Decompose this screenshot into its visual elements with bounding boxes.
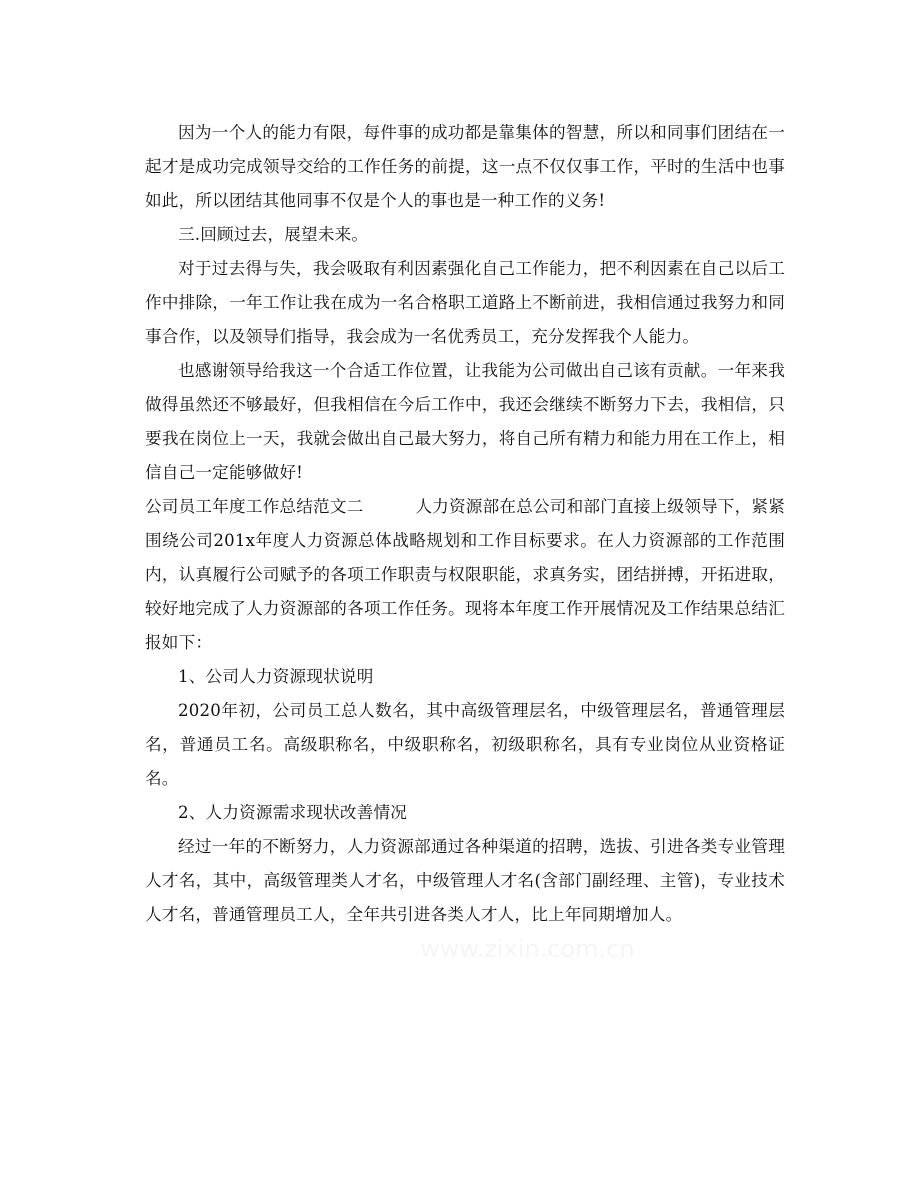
paragraph-teamwork: 因为一个人的能力有限，每件事的成功都是靠集体的智慧，所以和同事们团结在一起才是成功完成领导交给的工作任务的前提，这一点不仅仅事工作，平时的生活中也事如此，所以团结其他同事不仅是个人的事也是一种工作的义务!: [145, 123, 785, 210]
document-body: [145, 116, 785, 932]
section-intro-text: 人力资源部在总公司和部门直接上级领导下，紧紧围绕公司201x年度人力资源总体战略规划和工作目标要求。在人力资源部的工作范围内，认真履行公司赋予的各项工作职责与权限职能，求真务实，团结拼搏，开拓进取，较好地完成了人力资源部的各项工作任务。现将本年度工作开展情况及工作结果总结汇报如下：: [145, 497, 785, 652]
watermark: www.zixin.com.cn: [420, 935, 635, 963]
paragraph-self-improvement: 对于过去得与失，我会吸取有利因素强化自己工作能力，把不利因素在自己以后工作中排除，一年工作让我在成为一名合格职工道路上不断前进，我相信通过我努力和同事合作，以及领导们指导，我会成为一名优秀员工，充分发挥我个人能力。: [145, 259, 785, 346]
section-intro-paragraph: [145, 490, 785, 660]
paragraph-review-heading: 三.回顾过去，展望未来。: [178, 225, 369, 244]
paragraph-hr-demand: 经过一年的不断努力，人力资源部通过各种渠道的招聘，选拔、引进各类专业管理人才名，其中，高级管理类人才名，中级管理人才名(含部门副经理、主管)，专业技术人才名，普通管理员工人，全年共引进各类人才人，比上年同期增加人。: [145, 837, 785, 924]
paragraph-thanks: 也感谢领导给我这一个合适工作位置，让我能为公司做出自己该有贡献。一年来我做得虽然还不够最好，但我相信在今后工作中，我还会继续不断努力下去，我相信，只要我在岗位上一天，我就会做出自己最大努力，将自己所有精力和能力用在工作上，相信自己一定能够做好!: [145, 361, 785, 482]
paragraph-hr-status: 2020年初，公司员工总人数名，其中高级管理层名，中级管理层名，普通管理层名，普通员工名。高级职称名，中级职称名，初级职称名，具有专业岗位从业资格证名。: [145, 701, 785, 788]
heading-hr-demand: 2、人力资源需求现状改善情况: [178, 803, 408, 822]
heading-hr-status: 1、公司人力资源现状说明: [178, 667, 374, 686]
section-title: 公司员工年度工作总结范文二: [145, 497, 364, 516]
